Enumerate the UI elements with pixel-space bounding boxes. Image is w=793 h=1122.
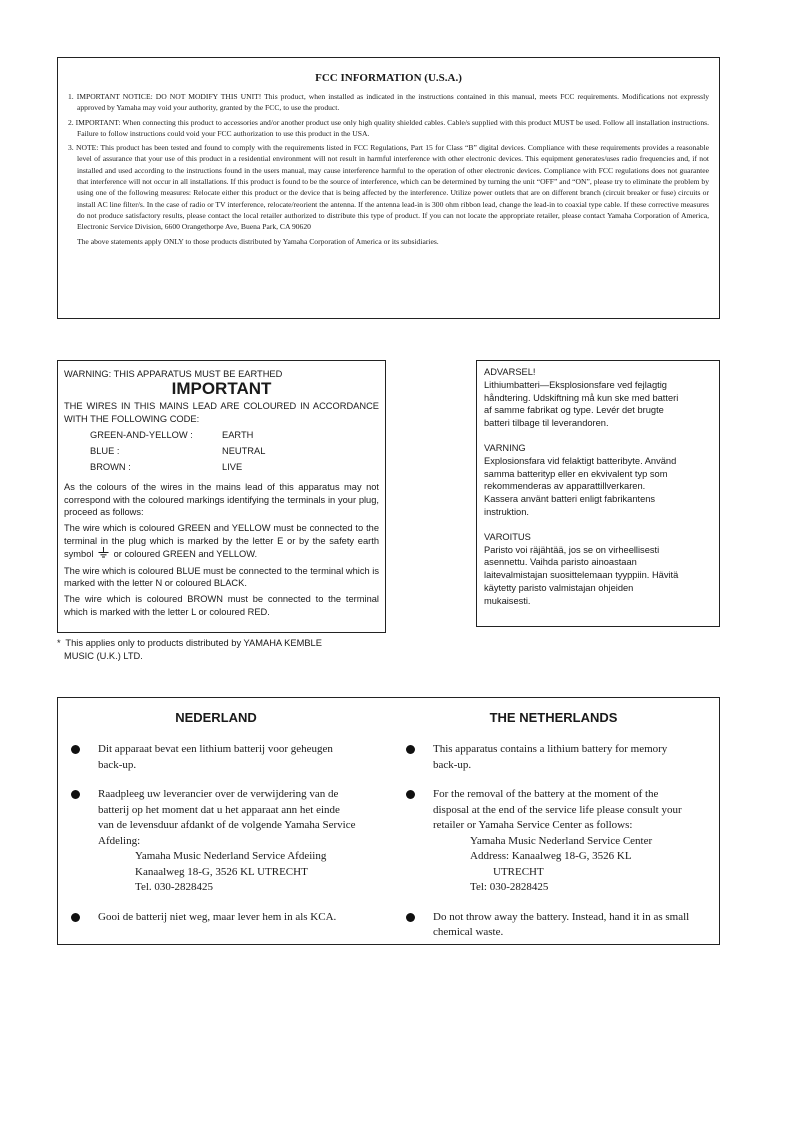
swedish-line: instruktion. <box>484 506 529 517</box>
wire-color: BROWN : <box>90 462 131 473</box>
fcc-note: The above statements apply ONLY to those products distributed by Yamaha Corporation of America or its subsidiaries. <box>77 236 439 246</box>
danish-line: Lithiumbatteri—Eksplosionsfare ved fejlagtig <box>484 379 667 390</box>
danish-line: batteri tilbage til leverandoren. <box>484 418 609 429</box>
finnish-line: Paristo voi räjähtää, jos se on virheellisesti <box>484 544 660 555</box>
list-item <box>66 910 366 926</box>
address-line: Address: Kanaalweg 18-G, 3526 KL <box>470 850 632 862</box>
wire-code-row <box>90 429 379 445</box>
footnote-mark: * <box>57 638 61 648</box>
item-line: Afdeling: <box>98 834 141 847</box>
address-line: Yamaha Music Nederland Service Afdeiing <box>135 850 327 862</box>
item-line: Gooi de batterij niet weg, maar lever hem in als KCA. <box>98 910 337 923</box>
bullet-icon <box>406 790 415 799</box>
fcc-title: FCC INFORMATION (U.S.A.) <box>315 72 462 84</box>
swedish-line: rekommenderas av apparattillverkaren. <box>484 481 646 492</box>
item-line: Do not throw away the battery. Instead, hand it in as small <box>433 910 690 923</box>
bullet-icon <box>406 745 415 754</box>
fcc-information-box <box>57 57 720 319</box>
item-line: retailer or Yamaha Service Center as follows: <box>433 819 633 831</box>
address-line: Tel: 030-2828425 <box>470 881 549 893</box>
wire-paragraph-2-end: or coloured GREEN and YELLOW. <box>113 549 258 560</box>
danish-line: håndtering. Udskiftning må kun ske med batteri <box>484 392 679 403</box>
item-line: chemical waste. <box>433 926 504 938</box>
wire-meaning: EARTH <box>222 430 254 441</box>
wire-code-row <box>90 445 379 461</box>
bullet-icon <box>71 913 80 922</box>
list-item <box>401 787 706 896</box>
uk-footnote <box>57 637 386 663</box>
wire-color: GREEN-AND-YELLOW : <box>90 430 193 441</box>
swedish-warning <box>484 442 712 519</box>
netherlands-battery-box <box>57 697 720 945</box>
list-item <box>66 742 366 773</box>
list-item <box>401 910 706 941</box>
list-item <box>66 787 366 896</box>
wire-meaning: NEUTRAL <box>222 446 266 457</box>
finnish-line: asennettu. Vaihda paristo ainoastaan <box>484 557 637 568</box>
item-line: batterij op het moment dat u het apparaat ann het einde <box>98 803 340 816</box>
item-line: Dit apparaat bevat een lithium batterij voor geheugen <box>98 743 333 755</box>
finnish-line: laitevalmistajan suosittelemaan tyyppiin. Hävitä <box>484 570 679 581</box>
list-item <box>401 742 706 773</box>
address-line: Kanaalweg 18-G, 3526 KL UTRECHT <box>135 865 308 878</box>
earthed-warning: WARNING: THIS APPARATUS MUST BE EARTHED <box>64 369 283 379</box>
wire-meaning: LIVE <box>222 462 243 473</box>
address-line: Yamaha Music Nederland Service Center <box>470 834 653 847</box>
finnish-warning <box>484 531 712 608</box>
wire-intro: THE WIRES IN THIS MAINS LEAD ARE COLOURED IN ACCORDANCE WITH THE FOLLOWING CODE: <box>64 401 379 424</box>
dutch-heading: NEDERLAND <box>175 710 257 725</box>
footnote-text-1: This applies only to products distributed by YAMAHA KEMBLE <box>65 638 322 648</box>
danish-line: af samme fabrikat og type. Levér det brugte <box>484 405 664 416</box>
danish-warning <box>484 366 712 430</box>
bullet-icon <box>71 745 80 754</box>
fcc-list <box>68 91 709 233</box>
english-column <box>401 710 706 955</box>
swedish-heading: VARNING <box>484 442 526 453</box>
item-line: For the removal of the battery at the moment of the <box>433 788 659 800</box>
battery-warnings-box <box>476 360 720 627</box>
wire-paragraph-1: As the colours of the wires in the mains lead of this apparatus may not correspond with the coloured markings identifying the terminals in your plug, proceed as follows: <box>64 482 379 518</box>
bullet-icon <box>71 790 80 799</box>
wire-color: BLUE : <box>90 446 120 457</box>
wire-code-row <box>90 461 379 477</box>
earth-symbol-icon <box>98 547 109 558</box>
item-line: back-up. <box>433 758 472 771</box>
finnish-line: mukaisesti. <box>484 595 531 606</box>
finnish-heading: VAROITUS <box>484 531 531 542</box>
swedish-line: samma batterityp eller en ekvivalent typ som <box>484 468 668 479</box>
fcc-item-2: 2. IMPORTANT: When connecting this product to accessories and/or another product use only high quality shielded cables. Cable/s supplied with this product MUST be used. Follow all installation instructions. Failure to follow instructions could void your FCC authorization to use this product in the USA. <box>68 117 709 138</box>
english-heading: THE NETHERLANDS <box>489 710 618 725</box>
footnote-line-1 <box>57 637 386 650</box>
fcc-item-3: 3. NOTE: This product has been tested and found to comply with the requirements listed in FCC Regulations, Part 15 for Class “B” digital devices. Compliance with these requirements provides a reasonable level of assurance that your use of this product in a residential environment will not result in harmful interference with other electronic devices. This equipment generates/uses radio frequencies and, if not installed and used according to the instructions found in the users manual, may cause interference harmful to the operation of other electronic devices. Compliance with FCC regulations does not guarantee that interference will not occur in all installations. If this product is found to be the source of interference, which can be determined by turning the unit “OFF” and “ON”, please try to eliminate the problem by using one of the following measures: Relocate either this product or the device that is being affected by the interference. Utilize power outlets that are on different branch (circuit breaker or fuse) circuits or install AC line filter/s. In the case of radio or TV interference, relocate/reorient the antenna. If the antenna lead-in is 300 ohm ribbon lead, change the lead-in to coaxial type cable. If these corrective measures do not produce satisfactory results, please contact the local retailer authorized to distribute this type of product. If you can not locate the appropriate retailer, please contact Yamaha Corporation of America, Electronic Service Division, 6600 Orangethorpe Ave, Buena Park, CA 90620 <box>68 143 709 232</box>
item-line: disposal at the end of the service life please consult your <box>433 803 682 816</box>
mains-warning-box <box>57 360 386 633</box>
wire-paragraph-4: The wire which is coloured BROWN must be connected to the terminal which is marked with the letter L or coloured RED. <box>64 594 379 617</box>
wire-paragraph-2 <box>64 522 379 560</box>
item-line: This apparatus contains a lithium battery for memory <box>433 743 668 755</box>
bullet-icon <box>406 913 415 922</box>
item-line: Raadpleeg uw leverancier over de verwijdering van de <box>98 788 339 800</box>
item-line: van de levensduur afdankt of de volgende Yamaha Service <box>98 819 356 831</box>
fcc-item-1: 1. IMPORTANT NOTICE: DO NOT MODIFY THIS UNIT! This product, when installed as indicated in the instructions contained in this manual, meets FCC requirements. Modifications not expressly approved by Yamaha may void your authority, granted by the FCC, to use the product. <box>68 92 709 113</box>
wire-paragraph-2-text: The wire which is coloured GREEN and YELLOW must be connected to the terminal in the plug which is marked by the letter E or by the safety earth symbol <box>64 523 379 560</box>
address-line: UTRECHT <box>493 865 544 878</box>
swedish-line: Explosionsfara vid felaktigt batteribyte. Använd <box>484 455 677 466</box>
important-heading: IMPORTANT <box>171 379 272 399</box>
finnish-line: käytetty paristo valmistajan ohjeiden <box>484 582 634 593</box>
wire-code-table <box>90 429 379 477</box>
item-line: back-up. <box>98 758 137 771</box>
address-line: Tel. 030-2828425 <box>135 881 214 893</box>
footnote-line-2: MUSIC (U.K.) LTD. <box>64 651 143 661</box>
wire-paragraph-3: The wire which is coloured BLUE must be connected to the terminal which is marked with the letter N or coloured BLACK. <box>64 565 379 589</box>
danish-heading: ADVARSEL! <box>484 367 536 377</box>
dutch-column <box>66 710 366 939</box>
swedish-line: Kassera använt batteri enligt fabrikantens <box>484 494 656 505</box>
